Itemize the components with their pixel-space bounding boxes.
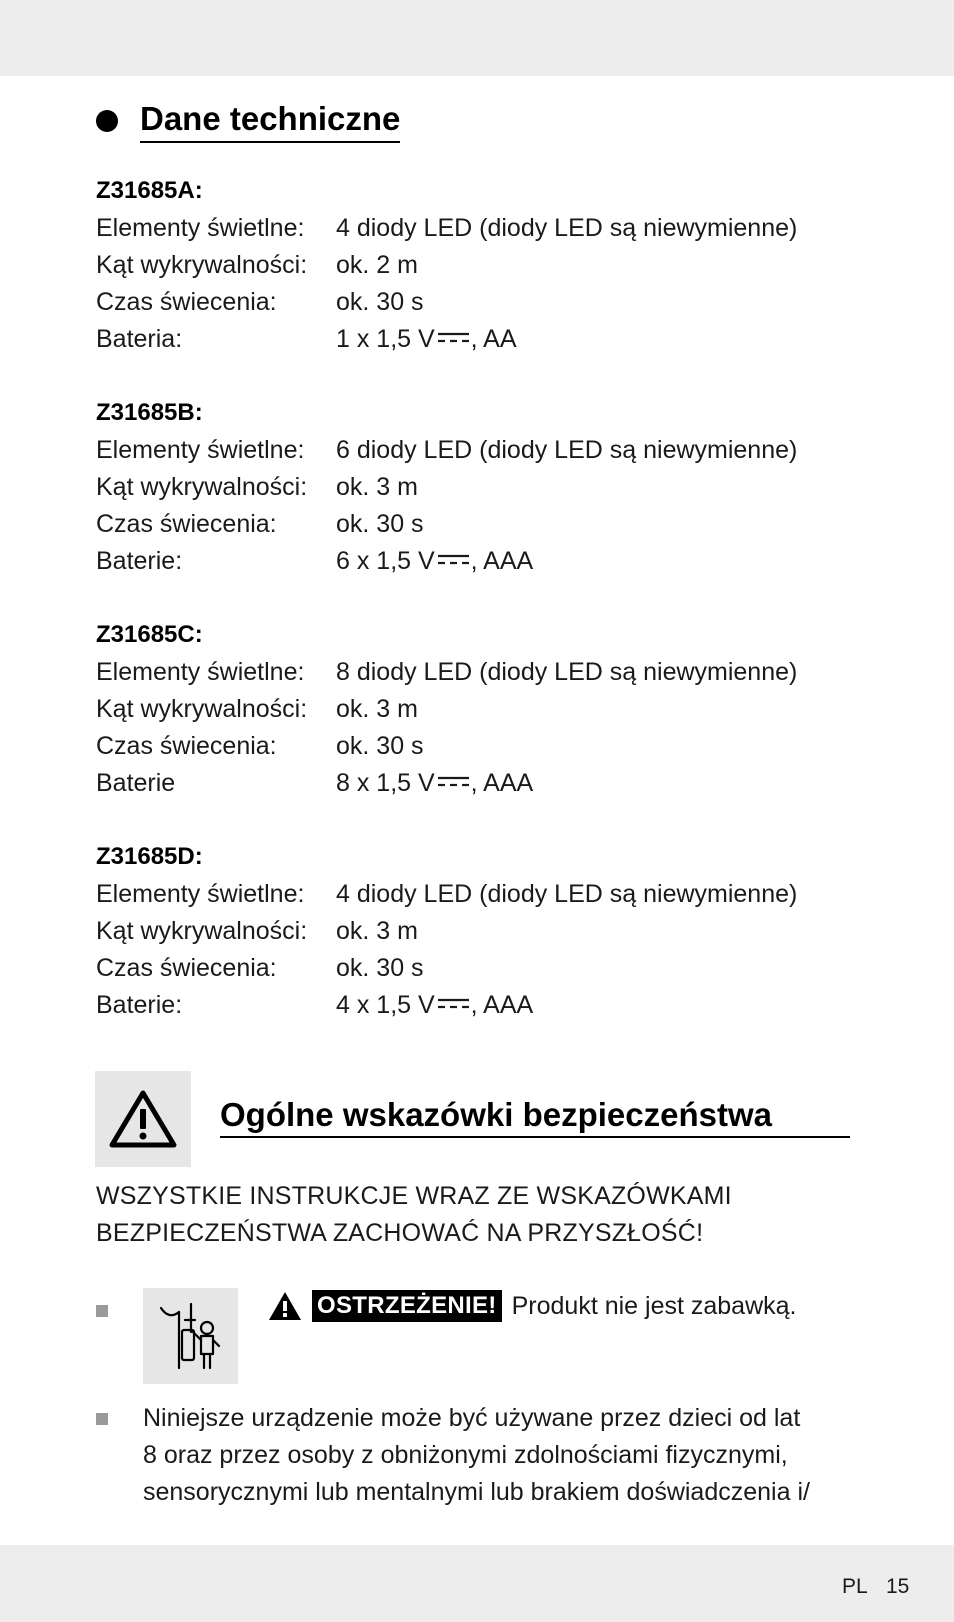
battery-count: 1 x 1,5 V	[336, 325, 435, 353]
spec-row	[96, 543, 797, 580]
bullet-dot-icon	[96, 110, 118, 132]
warning-text: Produkt nie jest zabawką.	[511, 1291, 797, 1320]
child-warning-icon	[155, 1298, 227, 1374]
paragraph-line: Niniejsze urządzenie może być używane przez dzieci od lat	[143, 1404, 801, 1432]
spec-row	[96, 950, 797, 987]
spec-label: Elementy świetlne:	[96, 880, 305, 908]
paragraph-line: 8 oraz przez osoby z obniżonymi zdolnościami fizycznymi,	[143, 1441, 788, 1469]
spec-label: Kąt wykrywalności:	[96, 695, 308, 723]
spec-label: Bateria:	[96, 325, 183, 353]
spec-value: ok. 30 s	[336, 288, 424, 316]
spec-value: ok. 30 s	[336, 954, 424, 982]
spec-row	[96, 654, 797, 691]
battery-count: 6 x 1,5 V	[336, 547, 435, 575]
spec-row	[96, 765, 797, 802]
warning-line	[268, 1290, 797, 1322]
spec-value	[336, 543, 533, 580]
model-name: Z31685D:	[96, 843, 203, 870]
battery-type: , AAA	[470, 991, 534, 1019]
spec-block-c	[96, 617, 797, 802]
header-band	[0, 0, 954, 76]
spec-label: Kąt wykrywalności:	[96, 251, 308, 279]
spec-row	[96, 247, 797, 284]
caps-line: WSZYSTKIE INSTRUKCJE WRAZ ZE WSKAZÓWKAMI	[96, 1182, 732, 1210]
spec-label: Baterie:	[96, 991, 183, 1019]
footer-band	[0, 1545, 954, 1622]
page-number: 15	[886, 1575, 910, 1598]
battery-type: , AAA	[470, 769, 534, 797]
section-title: Dane techniczne	[140, 98, 400, 143]
spec-row	[96, 876, 797, 913]
battery-type: , AAA	[470, 547, 534, 575]
child-warning-box	[143, 1288, 238, 1384]
spec-row	[96, 432, 797, 469]
spec-block-b	[96, 395, 797, 580]
safety-heading: Ogólne wskazówki bezpieczeństwa	[220, 1094, 850, 1138]
dc-current-icon	[437, 776, 470, 788]
spec-block-d	[96, 839, 797, 1024]
square-bullet-icon	[96, 1305, 108, 1317]
spec-value: 6 diody LED (diody LED są niewymienne)	[336, 436, 798, 464]
spec-label: Kąt wykrywalności:	[96, 917, 308, 945]
spec-label: Elementy świetlne:	[96, 436, 305, 464]
spec-row	[96, 691, 797, 728]
battery-count: 4 x 1,5 V	[336, 991, 435, 1019]
spec-label: Czas świecenia:	[96, 510, 277, 538]
warning-badge: OSTRZEŻENIE!	[312, 1290, 502, 1322]
spec-value	[336, 765, 533, 802]
spec-block-a	[96, 173, 797, 358]
spec-label: Czas świecenia:	[96, 954, 277, 982]
spec-label: Czas świecenia:	[96, 732, 277, 760]
spec-value: 8 diody LED (diody LED są niewymienne)	[336, 658, 798, 686]
spec-value	[336, 321, 517, 358]
battery-count: 8 x 1,5 V	[336, 769, 435, 797]
caps-notice	[96, 1178, 732, 1252]
section-heading	[96, 98, 400, 143]
spec-label: Elementy świetlne:	[96, 658, 305, 686]
spec-label: Elementy świetlne:	[96, 214, 305, 242]
spec-value: 4 diody LED (diody LED są niewymienne)	[336, 880, 798, 908]
dc-current-icon	[437, 332, 470, 344]
paragraph-line: sensorycznymi lub mentalnymi lub brakiem doświadczenia i/	[143, 1478, 810, 1506]
safety-paragraph	[143, 1400, 810, 1511]
spec-value: ok. 30 s	[336, 732, 424, 760]
spec-label: Kąt wykrywalności:	[96, 473, 308, 501]
dc-current-icon	[437, 998, 470, 1010]
dc-current-icon	[437, 554, 470, 566]
spec-row	[96, 284, 797, 321]
caps-line: BEZPIECZEŃSTWA ZACHOWAĆ NA PRZYSZŁOŚĆ!	[96, 1219, 704, 1247]
spec-value: ok. 30 s	[336, 510, 424, 538]
spec-row	[96, 469, 797, 506]
spec-row	[96, 987, 797, 1024]
warning-triangle-icon	[108, 1088, 178, 1150]
model-name: Z31685C:	[96, 621, 203, 648]
square-bullet-icon	[96, 1413, 108, 1425]
spec-row	[96, 210, 797, 247]
spec-row	[96, 321, 797, 358]
spec-value: ok. 2 m	[336, 251, 418, 279]
spec-row	[96, 506, 797, 543]
spec-value: ok. 3 m	[336, 473, 418, 501]
spec-value: ok. 3 m	[336, 917, 418, 945]
model-name: Z31685A:	[96, 177, 203, 204]
spec-label: Baterie:	[96, 547, 183, 575]
spec-label: Czas świecenia:	[96, 288, 277, 316]
warning-triangle-icon	[268, 1291, 302, 1321]
footer-language: PL	[842, 1575, 868, 1598]
warning-icon-box	[95, 1071, 191, 1167]
spec-value: 4 diody LED (diody LED są niewymienne)	[336, 214, 798, 242]
spec-label: Baterie	[96, 769, 176, 797]
spec-value	[336, 987, 533, 1024]
spec-row	[96, 913, 797, 950]
model-name: Z31685B:	[96, 399, 203, 426]
spec-value: ok. 3 m	[336, 695, 418, 723]
spec-row	[96, 728, 797, 765]
battery-type: , AA	[470, 325, 517, 353]
